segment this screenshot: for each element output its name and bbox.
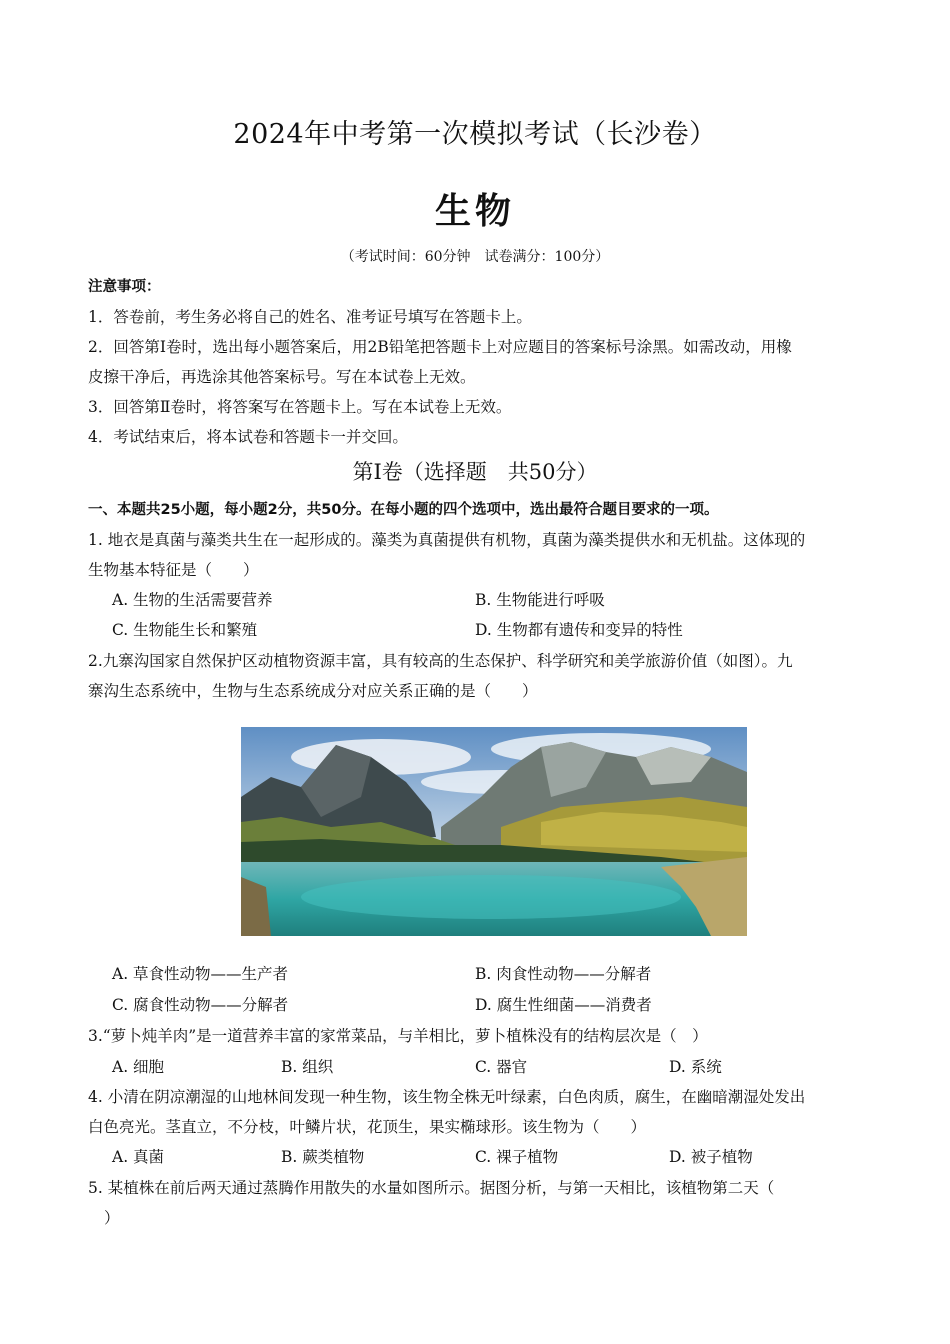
exam-title: 2024年中考第一次模拟考试（长沙卷） (233, 119, 717, 150)
notice-item: 1．答卷前，考生务必将自己的姓名、准考证号填写在答题卡上。 (88, 308, 532, 326)
option-c[interactable]: C. 生物能生长和繁殖 (112, 621, 258, 639)
question-5-line-1: 5. 某植株在前后两天通过蒸腾作用散失的水量如图所示。据图分析，与第一天相比，该植物第二天（ (88, 1179, 775, 1197)
option-d[interactable]: D. 系统 (669, 1058, 722, 1076)
question-3-options (112, 1052, 872, 1082)
option-d[interactable]: D. 被子植物 (669, 1148, 753, 1166)
option-a[interactable]: A. 草食性动物——生产者 (112, 965, 289, 983)
option-c[interactable]: C. 器官 (475, 1058, 528, 1076)
section-description (88, 495, 863, 525)
option-a[interactable]: A. 真菌 (112, 1148, 165, 1166)
question-5-line-2: ） (104, 1209, 120, 1227)
notice-item: 4．考试结束后，将本试卷和答题卡一并交回。 (88, 428, 408, 446)
option-b[interactable]: B. 肉食性动物——分解者 (475, 965, 652, 983)
question-2-options-row-2 (112, 990, 872, 1020)
option-a[interactable]: A. 生物的生活需要营养 (112, 591, 273, 609)
question-4-line-1: 4. 小清在阴凉潮湿的山地林间发现一种生物，该生物全株无叶绿素，白色肉质，腐生，在幽暗潮湿处发出 (88, 1088, 806, 1106)
question-1-line-1: 1. 地衣是真菌与藻类共生在一起形成的。藻类为真菌提供有机物，真菌为藻类提供水和无机盐。这体现的 (88, 531, 806, 549)
option-a[interactable]: A. 细胞 (112, 1058, 165, 1076)
option-c[interactable]: C. 腐食性动物——分解者 (112, 996, 289, 1014)
option-d[interactable]: D. 生物都有遗传和变异的特性 (475, 621, 683, 639)
question-2-line-1: 2.九寨沟国家自然保护区动植物资源丰富，具有较高的生态保护、科学研究和美学旅游价值（如图）。九 (88, 652, 793, 670)
notice-section (88, 272, 863, 452)
option-c[interactable]: C. 裸子植物 (475, 1148, 559, 1166)
question-1-options-row-2 (112, 615, 872, 645)
question-4-options (112, 1142, 872, 1172)
jiuzhaigou-lake-photo (241, 727, 747, 936)
notice-item: 2．回答第Ⅰ卷时，选出每小题答案后，用2B铅笔把答题卡上对应题目的答案标号涂黑。如需改动，用橡 (88, 338, 792, 356)
notice-item: 皮擦干净后，再选涂其他答案标号。写在本试卷上无效。 (88, 368, 476, 386)
question-1-line-2: 生物基本特征是（ ） (88, 561, 259, 579)
notice-heading: 注意事项： (88, 279, 161, 295)
question-4-line-2: 白色亮光。茎直立，不分枝，叶鳞片状，花顶生，果实椭球形。该生物为（ ） (88, 1118, 647, 1136)
question-2-options-row-1 (112, 959, 872, 989)
option-b[interactable]: B. 生物能进行呼吸 (475, 591, 605, 609)
part-description: 一、本题共25小题，每小题2分，共50分。在每小题的四个选项中，选出最符合题目要求的一项。 (88, 502, 719, 518)
subject-title: 生物 (434, 190, 515, 232)
option-d[interactable]: D. 腐生性细菌——消费者 (475, 996, 652, 1014)
notice-item: 3．回答第Ⅱ卷时，将答案写在答题卡上。写在本试卷上无效。 (88, 398, 512, 416)
exam-info: （考试时间：60分钟 试卷满分：100分） (340, 249, 610, 265)
section-title: 第Ⅰ卷（选择题 共50分） (352, 460, 598, 484)
option-b[interactable]: B. 蕨类植物 (281, 1148, 365, 1166)
question-1-options-row-1 (112, 585, 872, 615)
question-3-line-1: 3.“萝卜炖羊肉”是一道营养丰富的家常菜品，与羊相比，萝卜植株没有的结构层次是（ ） (88, 1027, 708, 1045)
option-b[interactable]: B. 组织 (281, 1058, 334, 1076)
question-2-line-2: 寨沟生态系统中，生物与生态系统成分对应关系正确的是（ ） (88, 682, 538, 700)
